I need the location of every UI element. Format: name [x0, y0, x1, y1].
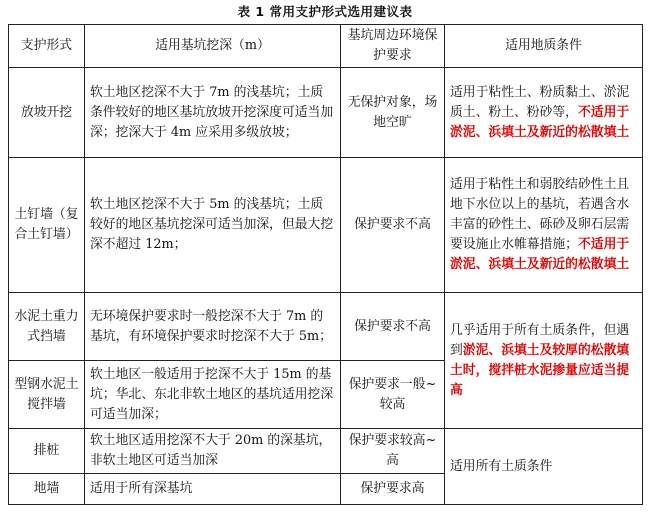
environment-protection-cell: 保护要求较高~高	[341, 429, 445, 474]
support-form-cell: 地墙	[9, 474, 85, 505]
header-environment-protection: 基坑周边环境保护要求	[341, 25, 445, 68]
table-row	[9, 158, 643, 293]
soil-condition-warning: 不适用于淤泥、浜填土及新近的松散填土	[450, 237, 630, 272]
environment-protection-cell: 保护要求高	[341, 474, 445, 505]
environment-protection-cell: 保护要求一般~较高	[341, 361, 445, 429]
soil-condition-cell-merged: 适用所有土质条件	[445, 429, 643, 505]
soil-condition-cell	[445, 158, 643, 293]
environment-protection-cell: 无保护对象，场地空旷	[341, 68, 445, 158]
excavation-depth-cell: 软土地区适用挖深不大于 20m 的深基坑，非软土地区可适当加深	[85, 429, 341, 474]
soil-condition-text: 适用于粘性土和弱胶结砂性土且地下水位以上的基坑，若遇含水丰富的砂性土、砾砂及卵石层需要设施止水帷幕措施；	[450, 177, 630, 252]
excavation-depth-cell: 无环境保护要求时一般挖深不大于 7m 的基坑，有环境保护要求时挖深不大于 5m；	[85, 293, 341, 361]
soil-condition-warning: 不适用于淤泥、浜填土及新近的松散填土	[450, 104, 630, 140]
table-row	[9, 68, 643, 158]
header-soil-condition: 适用地质条件	[445, 25, 643, 68]
excavation-depth-cell: 适用于所有深基坑	[85, 474, 341, 505]
table-row	[9, 293, 643, 361]
support-form-cell: 土钉墙（复合土钉墙）	[9, 158, 85, 293]
table-caption: 表 1 常用支护形式选用建议表	[237, 4, 413, 19]
soil-condition-cell-merged	[445, 293, 643, 429]
excavation-depth-cell: 软土地区一般适用于挖深不大于 15m 的基坑；华北、东北非软土地区的基坑适用挖深可适当加深；	[85, 361, 341, 429]
header-excavation-depth: 适用基坑挖深（m）	[85, 25, 341, 68]
table-row	[9, 429, 643, 474]
support-form-table	[8, 24, 643, 505]
support-form-cell: 型钢水泥土搅拌墙	[9, 361, 85, 429]
soil-condition-text: 几乎适用于所有土质条件，但遇到	[450, 322, 630, 358]
soil-condition-text: 适用于粘性土、粉质黏土、淤泥质土、粉土、粉砂等，	[450, 84, 630, 120]
excavation-depth-cell: 软土地区挖深不大于 7m 的浅基坑；土质条件较好的地区基坑放坡开挖深度可适当加深；挖深大于 4m 应采用多级放坡；	[85, 68, 341, 158]
soil-condition-cell	[445, 68, 643, 158]
support-form-cell: 排桩	[9, 429, 85, 474]
excavation-depth-cell: 软土地区挖深不大于 5m 的浅基坑；土质较好的地区基坑挖深可适当加深，但最大挖深不超过 12m；	[85, 158, 341, 293]
support-form-cell: 水泥土重力式挡墙	[9, 293, 85, 361]
environment-protection-cell: 保护要求不高	[341, 158, 445, 293]
support-form-cell: 放坡开挖	[9, 68, 85, 158]
header-support-form: 支护形式	[9, 25, 85, 68]
soil-condition-warning: 淤泥、浜填土及较厚的松散填土时，搅拌桩水泥掺量应适当提高	[450, 342, 630, 398]
environment-protection-cell: 保护要求不高	[341, 293, 445, 361]
header-row	[9, 25, 643, 68]
